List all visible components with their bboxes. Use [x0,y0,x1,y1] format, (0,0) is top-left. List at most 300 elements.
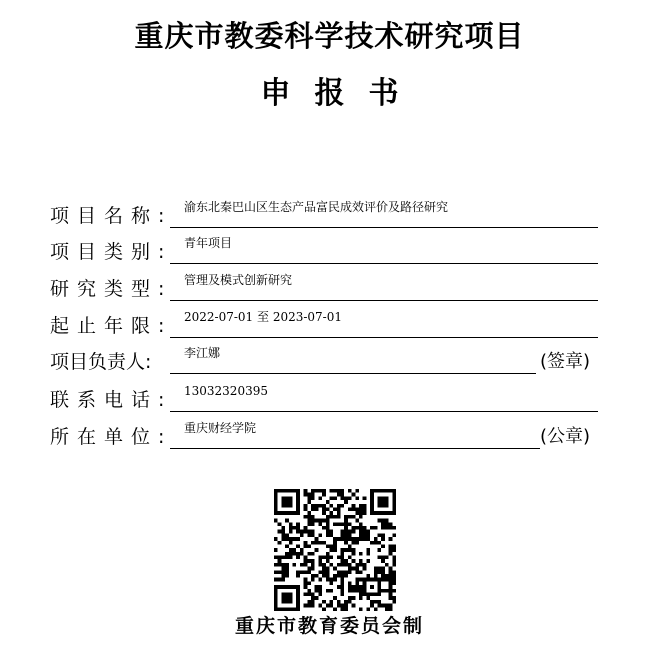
qr-module [333,537,337,541]
qr-module [322,574,326,578]
qr-module [304,515,308,519]
qr-module [355,511,359,515]
qr-module [304,559,308,563]
qr-module [285,533,289,537]
qr-module [274,548,278,552]
qr-module [341,552,345,556]
qr-module [281,530,285,534]
qr-module [348,496,352,500]
qr-module [378,548,382,552]
qr-module [311,507,315,511]
qr-module [318,559,322,563]
qr-module [307,515,311,519]
qr-module [352,504,356,508]
qr-module [359,563,363,567]
qr-module [285,585,289,589]
qr-module [322,493,326,497]
qr-module [370,578,374,582]
qr-module [344,500,348,504]
qr-module [281,500,285,504]
qr-module [274,556,278,560]
qr-module [278,511,282,515]
qr-module [355,581,359,585]
qr-module [381,526,385,530]
qr-module [307,559,311,563]
qr-module [381,504,385,508]
qr-module [374,526,378,530]
qr-module [311,574,315,578]
qr-module [341,589,345,593]
qr-module [296,522,300,526]
qr-module [300,552,304,556]
qr-module [374,578,378,582]
qr-module [278,559,282,563]
qr-module [274,593,278,597]
qr-module [326,530,330,534]
qr-module [374,541,378,545]
qr-module [378,581,382,585]
qr-module [304,544,308,548]
qr-module [292,548,296,552]
qr-module [385,578,389,582]
qr-module [370,541,374,545]
qr-module [363,533,367,537]
qr-module [352,567,356,571]
qr-module [285,593,289,597]
qr-module [344,559,348,563]
qr-module [381,559,385,563]
qr-module [311,493,315,497]
qr-module [352,537,356,541]
qr-module [311,596,315,600]
qr-module [296,530,300,534]
qr-module [337,489,341,493]
qr-module [374,593,378,597]
qr-module [389,544,393,548]
qr-module [392,589,396,593]
qr-module [344,600,348,604]
qr-module [359,570,363,574]
qr-module [333,574,337,578]
qr-module [370,604,374,608]
qr-module [329,581,333,585]
qr-module [392,578,396,582]
qr-module [378,567,382,571]
qr-module [281,578,285,582]
qr-module [378,578,382,582]
qr-module [385,496,389,500]
qr-module [311,552,315,556]
qr-module [392,489,396,493]
qr-module [378,489,382,493]
qr-module [329,515,333,519]
qr-module [274,500,278,504]
document-title: 重庆市教委科学技术研究项目 [134,19,525,53]
qr-module [285,500,289,504]
qr-module [363,563,367,567]
qr-module [289,496,293,500]
qr-module [296,500,300,504]
qr-module [370,526,374,530]
qr-module [289,552,293,556]
period-label: 起止年限: [50,315,173,337]
qr-module [389,574,393,578]
qr-module [318,604,322,608]
qr-module [318,556,322,560]
qr-module [278,530,282,534]
qr-module [304,593,308,597]
qr-module [337,511,341,515]
qr-module [381,489,385,493]
qr-module [281,574,285,578]
qr-module [344,519,348,523]
qr-module [341,556,345,560]
qr-module [329,489,333,493]
qr-module [326,589,330,593]
qr-module [341,574,345,578]
qr-module [348,507,352,511]
qr-module [322,511,326,515]
qr-module [370,500,374,504]
qr-module [392,500,396,504]
qr-module [307,604,311,608]
qr-module [329,589,333,593]
qr-module [274,504,278,508]
qr-module [389,552,393,556]
qr-module [348,596,352,600]
qr-module [296,537,300,541]
qr-module [318,496,322,500]
qr-module [278,570,282,574]
qr-module [304,504,308,508]
qr-module [366,593,370,597]
qr-module [366,552,370,556]
qr-module [333,541,337,545]
qr-module [385,522,389,526]
qr-module [278,556,282,560]
qr-module [289,530,293,534]
qr-module [333,507,337,511]
qr-module [322,567,326,571]
qr-module [389,511,393,515]
qr-module [392,511,396,515]
qr-module [359,559,363,563]
qr-module [311,578,315,582]
qr-module [285,552,289,556]
qr-module [274,493,278,497]
qr-module [385,526,389,530]
qr-module [341,537,345,541]
qr-module [285,544,289,548]
qr-module [322,570,326,574]
qr-module [315,537,319,541]
qr-module [359,585,363,589]
qr-module [370,504,374,508]
qr-module [329,563,333,567]
qr-module [307,544,311,548]
qr-module [385,563,389,567]
qr-module [378,600,382,604]
row-phone [50,386,610,412]
qr-module [359,530,363,534]
qr-module [378,604,382,608]
qr-module [389,537,393,541]
qr-module [366,548,370,552]
qr-module [352,530,356,534]
qr-module [341,504,345,508]
qr-module [296,504,300,508]
qr-module [304,563,308,567]
qr-module [355,563,359,567]
qr-module [278,489,282,493]
qr-module [355,585,359,589]
qr-module [381,519,385,523]
qr-module [322,541,326,545]
qr-module [274,489,278,493]
period-field [170,310,598,338]
qr-module [333,489,337,493]
project-category-value: 青年项目 [184,236,233,250]
qr-module [378,541,382,545]
leader-value: 李江娜 [184,346,221,360]
qr-module [289,504,293,508]
qr-module [296,593,300,597]
qr-module [341,559,345,563]
qr-module [344,541,348,545]
qr-module [318,563,322,567]
qr-module [318,504,322,508]
qr-module [355,567,359,571]
qr-module [315,507,319,511]
qr-module [352,559,356,563]
qr-module [370,507,374,511]
qr-module [333,548,337,552]
qr-module [311,600,315,604]
qr-module [289,537,293,541]
qr-module [296,507,300,511]
qr-module [359,589,363,593]
qr-module [344,604,348,608]
qr-module [378,556,382,560]
qr-module [318,578,322,582]
qr-module [322,526,326,530]
qr-module [363,537,367,541]
qr-module [341,489,345,493]
qr-module [329,556,333,560]
qr-module [392,493,396,497]
qr-module [341,522,345,526]
qr-module [370,493,374,497]
qr-module [281,567,285,571]
qr-module [348,548,352,552]
qr-module [389,596,393,600]
qr-module [318,589,322,593]
qr-module [392,504,396,508]
qr-module [315,596,319,600]
qr-module [322,563,326,567]
qr-module [341,533,345,537]
qr-module [337,537,341,541]
qr-module [389,489,393,493]
qr-module [289,585,293,589]
qr-module [296,511,300,515]
qr-module [285,563,289,567]
qr-module [326,567,330,571]
qr-module [363,530,367,534]
qr-module [307,552,311,556]
qr-module [348,533,352,537]
qr-module [285,504,289,508]
qr-module [344,537,348,541]
row-project-name [50,202,610,228]
qr-module [281,593,285,597]
qr-module [326,507,330,511]
research-type-field [170,273,598,301]
qr-module [366,559,370,563]
qr-module [289,541,293,545]
qr-module [337,570,341,574]
qr-module [289,522,293,526]
unit-field [170,421,540,449]
qr-module [344,548,348,552]
qr-module [329,496,333,500]
qr-module [352,541,356,545]
research-type-label: 研究类型: [50,278,173,300]
qr-module [326,578,330,582]
qr-module [366,533,370,537]
qr-module [322,504,326,508]
qr-module [385,504,389,508]
qr-module [385,511,389,515]
project-category-field [170,236,598,264]
qr-module [281,570,285,574]
qr-module [278,522,282,526]
qr-module [363,578,367,582]
qr-module [378,511,382,515]
qr-module [300,570,304,574]
qr-module [318,533,322,537]
qr-module [281,585,285,589]
qr-module [370,489,374,493]
qr-module [285,574,289,578]
qr-module [281,489,285,493]
qr-module [389,567,393,571]
qr-module [363,507,367,511]
qr-module [389,585,393,589]
qr-module [355,537,359,541]
qr-module [381,589,385,593]
qr-module [352,596,356,600]
qr-module [307,496,311,500]
qr-module [381,567,385,571]
qr-module [352,585,356,589]
qr-module [304,556,308,560]
qr-module [392,533,396,537]
qr-module [318,585,322,589]
qr-module [322,519,326,523]
qr-module [304,541,308,545]
qr-module [274,604,278,608]
qr-module [311,522,315,526]
qr-module [326,515,330,519]
qr-module [311,604,315,608]
qr-module [392,496,396,500]
qr-module [363,511,367,515]
qr-module [344,530,348,534]
qr-module [274,519,278,523]
qr-module [385,556,389,560]
qr-module [352,515,356,519]
qr-module [363,496,367,500]
qr-module [296,526,300,530]
qr-module [329,511,333,515]
qr-module [300,533,304,537]
qr-module [326,522,330,526]
qr-module [352,589,356,593]
qr-module [304,581,308,585]
qr-module [333,515,337,519]
qr-module [378,519,382,523]
qr-module [274,589,278,593]
qr-module [378,533,382,537]
qr-module [322,489,326,493]
qr-module [381,604,385,608]
qr-module [344,563,348,567]
qr-module [318,593,322,597]
qr-module [363,581,367,585]
qr-module [381,522,385,526]
qr-module [296,585,300,589]
qr-module [337,600,341,604]
qr-module [392,548,396,552]
qr-module [315,589,319,593]
qr-module [278,578,282,582]
qr-module [381,496,385,500]
qr-module [381,578,385,582]
qr-module [329,533,333,537]
qr-module [292,552,296,556]
qr-module [311,489,315,493]
qr-module [341,604,345,608]
qr-module [274,537,278,541]
qr-module [274,600,278,604]
row-research-type [50,275,610,301]
qr-module [355,489,359,493]
qr-module [378,585,382,589]
qr-module [307,589,311,593]
qr-module [385,489,389,493]
qr-module [341,585,345,589]
qr-module [359,511,363,515]
qr-module [326,604,330,608]
qr-module [326,533,330,537]
qr-module [355,589,359,593]
qr-module [333,522,337,526]
qr-module [285,596,289,600]
project-name-value: 渝东北秦巴山区生态产品富民成效评价及路径研究 [184,200,449,214]
qr-module [341,496,345,500]
qr-module [337,493,341,497]
qr-module [311,496,315,500]
qr-module [315,585,319,589]
qr-module [348,585,352,589]
qr-module [378,589,382,593]
qr-module [285,600,289,604]
qr-module [355,570,359,574]
qr-module [392,507,396,511]
project-name-field [170,200,598,228]
qr-module [274,570,278,574]
